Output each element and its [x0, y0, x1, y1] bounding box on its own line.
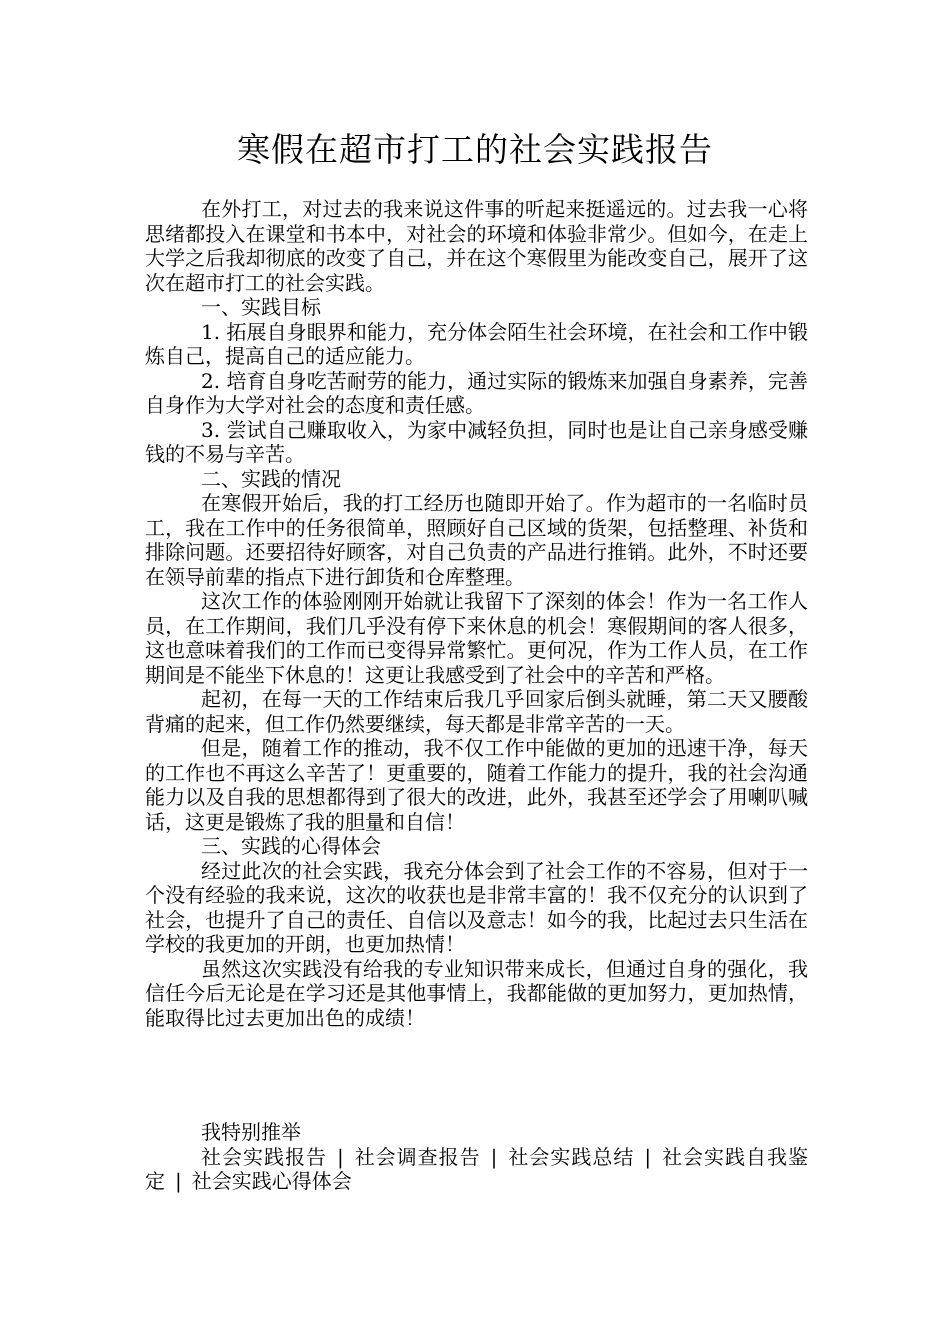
paragraph-reflection-2: 虽然这次实践没有给我的专业知识带来成长，但通过自身的强化，我信任今后无论是在学习还是其他事情上，我都能做的更加努力，更加热情，能取得比过去更加出色的成绩！ [145, 956, 808, 1030]
paragraph-reflection-1: 经过此次的社会实践，我充分体会到了社会工作的不容易，但对于一个没有经验的我来说，这次的收获也是非常丰富的！我不仅充分的认识到了社会，也提升了自己的责任、自信以及意志！如今的我，比起过去只生活在学校的我更加的开朗，也更加热情！ [145, 858, 808, 956]
link-separator: | [644, 1144, 652, 1169]
recommend-link-reflection[interactable]: 社会实践心得体会 [191, 1169, 352, 1193]
section-heading-reflection: 三、实践的心得体会 [201, 834, 381, 858]
document-body [145, 197, 808, 1030]
paragraph-intro: 在外打工，对过去的我来说这件事的听起来挺遥远的。过去我一心将思绪都投入在课堂和书本中，对社会的环境和体验非常少。但如今，在走上大学之后我却彻底的改变了自己，并在这个寒假里为能改变自己，展开了这次在超市打工的社会实践。 [145, 197, 808, 295]
section-heading-situation: 二、实践的情况 [201, 466, 341, 491]
recommend-section [145, 1120, 808, 1194]
goal-item-2: 2. 培育自身吃苦耐劳的能力，通过实际的锻炼来加强自身素养，完善自身作为大学对社会的态度和责任感。 [145, 368, 808, 417]
paragraph-situation-3: 起初，在每一天的工作结束后我几乎回家后倒头就睡，第二天又腰酸背痛的起来，但工作仍然要继续，每天都是非常辛苦的一天。 [145, 687, 808, 736]
paragraph-situation-4: 但是，随着工作的推动，我不仅工作中能做的更加的迅速干净，每天的工作也不再这么辛苦了！更重要的，随着工作能力的提升，我的社会沟通能力以及自我的思想都得到了很大的改进，此外，我甚至还学会了用喇叭喊话，这更是锻炼了我的胆量和自信！ [145, 736, 808, 834]
recommend-link-survey-report[interactable]: 社会调查报告 [353, 1144, 481, 1169]
recommend-link-self-appraisal[interactable]: 社会实践自我鉴定 [145, 1144, 809, 1193]
document-title: 寒假在超市打工的社会实践报告 [237, 130, 713, 169]
recommend-link-practice-report[interactable]: 社会实践报告 [201, 1144, 327, 1169]
link-separator: | [336, 1144, 344, 1169]
goal-item-1: 1. 拓展自身眼界和能力，充分体会陌生社会环境，在社会和工作中锻炼自己，提高自己的适应能力。 [145, 319, 808, 368]
recommend-title: 我特别推举 [201, 1120, 301, 1144]
paragraph-situation-1: 在寒假开始后，我的打工经历也随即开始了。作为超市的一名临时员工，我在工作中的任务很简单，照顾好自己区域的货架，包括整理、补货和排除问题。还要招待好顾客，对自己负责的产品进行推销。此外，不时还要在领导前辈的指点下进行卸货和仓库整理。 [145, 491, 808, 589]
recommend-links [145, 1145, 808, 1194]
paragraph-situation-2: 这次工作的体验刚刚开始就让我留下了深刻的体会！作为一名工作人员，在工作期间，我们几乎没有停下来休息的机会！寒假期间的客人很多，这也意味着我们的工作而已变得异常繁忙。更何况，作为工作人员，在工作期间是不能坐下休息的！这更让我感受到了社会中的辛苦和严格。 [145, 589, 808, 687]
section-heading-goals: 一、实践目标 [201, 295, 321, 319]
recommend-link-practice-summary[interactable]: 社会实践总结 [507, 1144, 635, 1169]
goal-item-3: 3. 尝试自己赚取收入，为家中减轻负担，同时也是让自己亲身感受赚钱的不易与辛苦。 [145, 417, 808, 466]
link-separator: | [490, 1144, 498, 1169]
link-separator: | [175, 1169, 182, 1193]
